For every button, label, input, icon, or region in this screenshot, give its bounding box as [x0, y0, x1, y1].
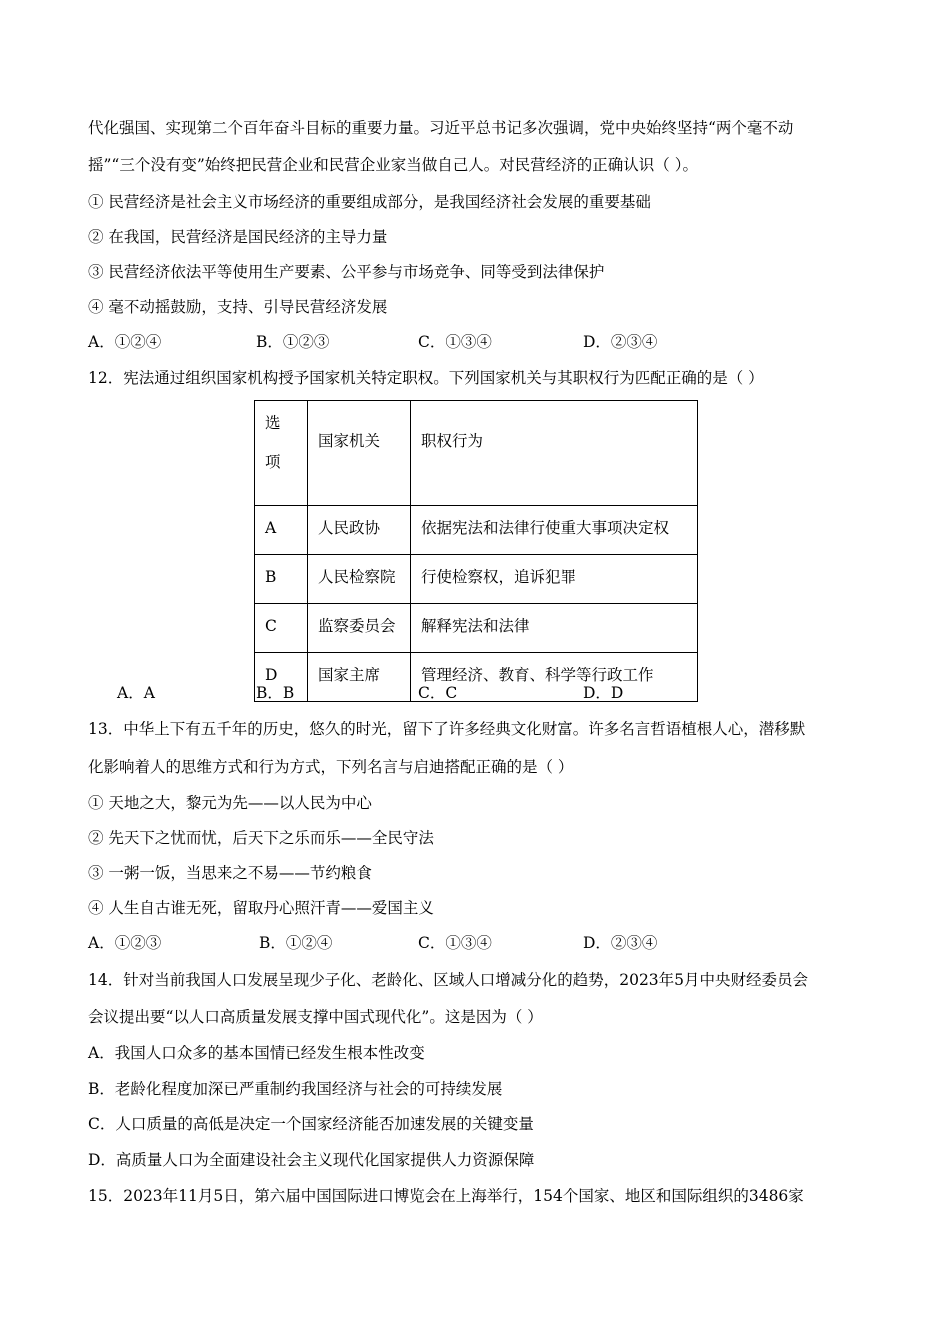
row-option: B — [255, 555, 308, 604]
q13-item-1: ① 天地之大，黎元为先——以人民为中心 — [88, 794, 372, 812]
q12-option-c[interactable]: C．C — [418, 684, 458, 702]
table-header-row — [255, 401, 698, 506]
row-organ: 人民政协 — [308, 506, 411, 555]
q14-option-d[interactable]: D．高质量人口为全面建设社会主义现代化国家提供人力资源保障 — [88, 1151, 535, 1169]
q11-stem-line-2: 摇”“三个没有变”始终把民营企业和民营企业家当做自己人。对民营经济的正确认识（ ）。 — [88, 156, 698, 174]
row-power: 解释宪法和法律 — [411, 604, 698, 653]
q11-item-3: ③ 民营经济依法平等使用生产要素、公平参与市场竞争、同等受到法律保护 — [88, 263, 605, 281]
q12-option-a[interactable]: A．A — [117, 684, 155, 702]
header-power-cell: 职权行为 — [411, 401, 698, 506]
row-option: A — [255, 506, 308, 555]
row-organ: 人民检察院 — [308, 555, 411, 604]
q12-option-b[interactable]: B．B — [256, 684, 295, 702]
row-power: 管理经济、教育、科学等行政工作 — [411, 653, 698, 702]
q11-option-c[interactable]: C．①③④ — [418, 333, 492, 351]
q13-option-d[interactable]: D．②③④ — [583, 934, 658, 952]
row-option: D — [255, 653, 308, 702]
header-option-char-2: 项 — [265, 453, 281, 471]
q11-stem-line-1: 代化强国、实现第二个百年奋斗目标的重要力量。习近平总书记多次强调，党中央始终坚持“两个毫不动 — [88, 119, 794, 137]
q11-item-1: ① 民营经济是社会主义市场经济的重要组成部分，是我国经济社会发展的重要基础 — [88, 193, 651, 211]
q15-stem-line-1: 15．2023年11月5日，第六届中国国际进口博览会在上海举行，154个国家、地区和国际组织的3486家 — [88, 1187, 804, 1205]
q11-option-b[interactable]: B．①②③ — [256, 333, 330, 351]
q14-option-c[interactable]: C．人口质量的高低是决定一个国家经济能否加速发展的关键变量 — [88, 1115, 534, 1133]
q13-stem-line-2: 化影响着人的思维方式和行为方式，下列名言与启迪搭配正确的是（ ） — [88, 758, 574, 776]
q14-option-a[interactable]: A．我国人口众多的基本国情已经发生根本性改变 — [88, 1044, 425, 1062]
row-organ: 国家主席 — [308, 653, 411, 702]
q12-table — [254, 400, 698, 702]
q13-stem-line-1: 13．中华上下有五千年的历史，悠久的时光，留下了许多经典文化财富。许多名言哲语植根人心，潜移默 — [88, 720, 806, 738]
row-organ: 监察委员会 — [308, 604, 411, 653]
header-organ-cell: 国家机关 — [308, 401, 411, 506]
table-row — [255, 506, 698, 555]
table-row — [255, 653, 698, 702]
q14-stem-line-1: 14．针对当前我国人口发展呈现少子化、老龄化、区域人口增减分化的趋势，2023年5月中央财经委员会 — [88, 971, 809, 989]
table-row — [255, 604, 698, 653]
q13-item-3: ③ 一粥一饭，当思来之不易——节约粮食 — [88, 864, 372, 882]
row-power: 行使检察权，追诉犯罪 — [411, 555, 698, 604]
q13-option-c[interactable]: C．①③④ — [418, 934, 492, 952]
q13-item-2: ② 先天下之忧而忧，后天下之乐而乐——全民守法 — [88, 829, 434, 847]
header-option-char-1: 选 — [265, 414, 281, 432]
table-row — [255, 555, 698, 604]
q12-option-d[interactable]: D．D — [583, 684, 624, 702]
q13-item-4: ④ 人生自古谁无死，留取丹心照汗青——爱国主义 — [88, 899, 434, 917]
q14-stem-line-2: 会议提出要“以人口高质量发展支撑中国式现代化”。这是因为（ ） — [88, 1008, 543, 1026]
q11-item-2: ② 在我国，民营经济是国民经济的主导力量 — [88, 228, 388, 246]
q13-option-a[interactable]: A．①②③ — [88, 934, 162, 952]
row-option: C — [255, 604, 308, 653]
q11-option-a[interactable]: A．①②④ — [88, 333, 162, 351]
q13-option-b[interactable]: B．①②④ — [259, 934, 333, 952]
q12-stem: 12．宪法通过组织国家机构授予国家机关特定职权。下列国家机关与其职权行为匹配正确的是（ ） — [88, 369, 764, 387]
header-option-cell — [255, 401, 308, 506]
q11-item-4: ④ 毫不动摇鼓励，支持、引导民营经济发展 — [88, 298, 388, 316]
row-power: 依据宪法和法律行使重大事项决定权 — [411, 506, 698, 555]
q11-option-d[interactable]: D．②③④ — [583, 333, 658, 351]
q14-option-b[interactable]: B．老龄化程度加深已严重制约我国经济与社会的可持续发展 — [88, 1080, 503, 1098]
